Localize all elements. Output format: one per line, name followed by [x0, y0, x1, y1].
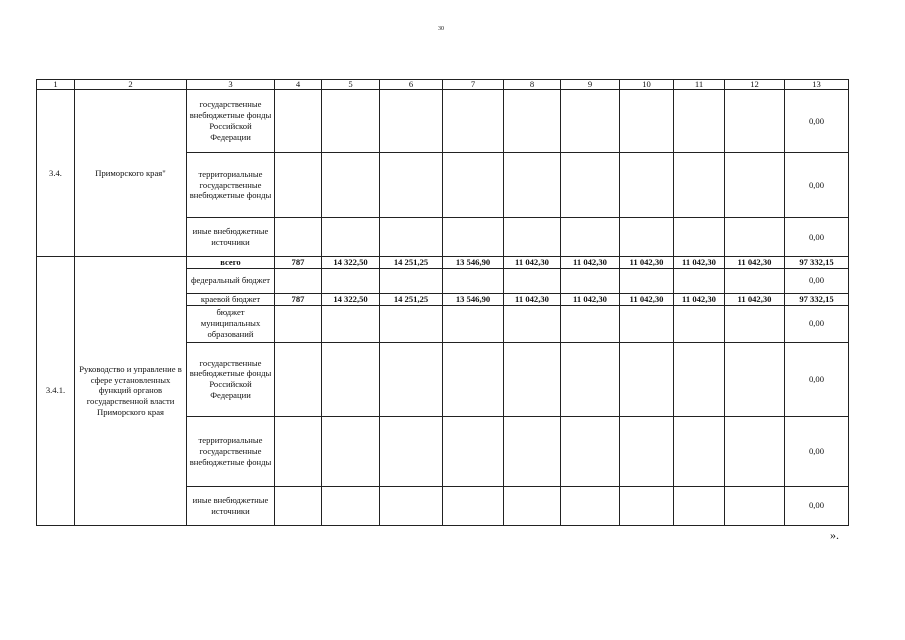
funding-source: бюджет муниципальных образований: [187, 305, 275, 342]
row-id: 3.4.: [37, 90, 75, 257]
column-header-row: [37, 80, 849, 90]
budget-table: [36, 79, 849, 526]
row-total: 0,00: [785, 305, 849, 342]
table-row: [37, 90, 849, 153]
row-description: Приморского края": [75, 90, 187, 257]
table-cell: 11 042,30: [620, 293, 674, 305]
column-header: 3: [187, 80, 275, 90]
funding-source: территориальные государственные внебюджетные фонды: [187, 416, 275, 486]
page-number: 30: [438, 26, 444, 32]
row-total: 0,00: [785, 90, 849, 153]
column-header: 13: [785, 80, 849, 90]
table-cell: 13 546,90: [443, 293, 504, 305]
funding-source: иные внебюджетные источники: [187, 218, 275, 257]
funding-source: государственные внебюджетные фонды Российской Федерации: [187, 342, 275, 416]
closing-quote-mark: ».: [830, 528, 839, 542]
row-total: 0,00: [785, 153, 849, 218]
funding-source: всего: [187, 257, 275, 269]
table-cell: 11 042,30: [561, 293, 620, 305]
table-cell: 787: [275, 293, 322, 305]
row-total: 0,00: [785, 218, 849, 257]
table-cell: 11 042,30: [674, 293, 725, 305]
table-row: [37, 257, 849, 269]
funding-source: государственные внебюджетные фонды Российской Федерации: [187, 90, 275, 153]
row-total: 97 332,15: [785, 293, 849, 305]
table-cell: 787: [275, 257, 322, 269]
row-total: 0,00: [785, 268, 849, 293]
row-total: 0,00: [785, 342, 849, 416]
table-cell: 14 251,25: [380, 257, 443, 269]
funding-source: иные внебюджетные источники: [187, 486, 275, 525]
table-cell: 11 042,30: [674, 257, 725, 269]
row-description: Руководство и управление в сфере установленных функций органов государственной власти Приморского края: [75, 257, 187, 526]
table-cell: 11 042,30: [561, 257, 620, 269]
table-cell: 14 322,50: [322, 257, 380, 269]
funding-source: федеральный бюджет: [187, 268, 275, 293]
column-header: 4: [275, 80, 322, 90]
column-header: 5: [322, 80, 380, 90]
column-header: 10: [620, 80, 674, 90]
column-header: 12: [725, 80, 785, 90]
column-header: 7: [443, 80, 504, 90]
table-cell: 11 042,30: [725, 257, 785, 269]
column-header: 2: [75, 80, 187, 90]
table-cell: 11 042,30: [725, 293, 785, 305]
column-header: 1: [37, 80, 75, 90]
table-cell: 11 042,30: [504, 257, 561, 269]
table-cell: 11 042,30: [504, 293, 561, 305]
column-header: 8: [504, 80, 561, 90]
funding-source: краевой бюджет: [187, 293, 275, 305]
row-total: 0,00: [785, 416, 849, 486]
column-header: 6: [380, 80, 443, 90]
column-header: 11: [674, 80, 725, 90]
column-header: 9: [561, 80, 620, 90]
table-cell: 14 322,50: [322, 293, 380, 305]
row-id: 3.4.1.: [37, 257, 75, 526]
table-cell: 14 251,25: [380, 293, 443, 305]
row-total: 97 332,15: [785, 257, 849, 269]
row-total: 0,00: [785, 486, 849, 525]
table-cell: 11 042,30: [620, 257, 674, 269]
table-cell: 13 546,90: [443, 257, 504, 269]
funding-source: территориальные государственные внебюджетные фонды: [187, 153, 275, 218]
